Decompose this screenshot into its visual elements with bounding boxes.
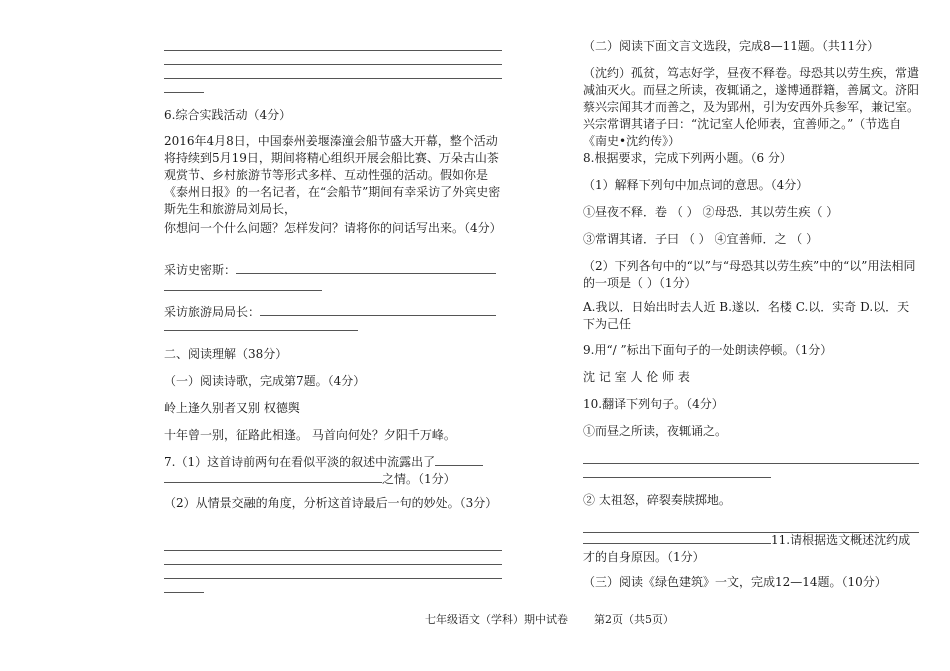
part-2-title: （二）阅读下面文言文选段，完成8—11题。（共11分）	[583, 39, 880, 53]
answer-line[interactable]	[164, 330, 358, 331]
answer-blank[interactable]	[236, 262, 496, 274]
question-10-2: ② 太祖怒，碎裂奏牍掷地。	[583, 493, 731, 507]
section-2-title: 二、阅读理解（38分）	[164, 347, 288, 361]
answer-line[interactable]	[164, 64, 502, 65]
answer-line[interactable]	[164, 50, 502, 51]
question-7-2: （2）从情景交融的角度，分析这首诗最后一句的妙处。（3分）	[164, 496, 498, 510]
question-9: 9.用“/ ”标出下面句子的一处朗读停顿。（1分）	[583, 343, 833, 357]
answer-line[interactable]	[583, 463, 919, 464]
answer-blank[interactable]	[435, 454, 483, 466]
question-11: 11.请根据选文概述沈约成才的自身原因。（1分）	[583, 533, 911, 564]
question-8-2: （2）下列各句中的“以”与“母恐其以劳生疾”中的“以”用法相同的一项是（ ）（1分）	[583, 259, 916, 290]
question-8-1: （1）解释下列句中加点词的意思。（4分）	[583, 178, 809, 192]
poem-lines: 十年曾一别，征路此相逢。 马首向何处？夕阳千万峰。	[164, 428, 456, 442]
answer-line[interactable]	[164, 78, 502, 79]
part-1-title: （一）阅读诗歌，完成第7题。（4分）	[164, 374, 366, 388]
question-6-title: 6.综合实践活动（4分）	[164, 108, 292, 122]
classical-passage: （沈约）孤贫，笃志好学，昼夜不释卷。母恐其以劳生疾，常遣减油灭火。而昼之所读，夜辄诵之，遂博通群籍，善属文。济阳蔡兴宗闻其才而善之，及为郢州，引为安西外兵参军，兼记室。兴宗常谓其诸子曰：“沈记室人伦师表，宜善师之。”（节选自《南史•沈约传》）	[583, 66, 920, 148]
poem-title: 岭上逢久别者又别 权德舆	[164, 401, 300, 415]
question-10: 10.翻译下列句子。（4分）	[583, 397, 724, 411]
answer-line[interactable]	[164, 550, 502, 551]
question-8-1-items-b: ③常谓其诸．子曰 （ ） ④宜善师．之 （ ）	[583, 232, 819, 246]
question-9-sentence: 沈 记 室 人 伦 师 表	[583, 370, 690, 384]
question-8-2-options: A.我以．日始出时去人近 B.遂以．名楼 C.以．实奇 D.以．天下为己任	[583, 300, 910, 331]
question-10-1: ①而昼之所读，夜辄诵之。	[583, 424, 728, 438]
answer-line[interactable]	[164, 290, 322, 291]
question-8-1-items-a: ①昼夜不释．卷 （ ） ②母恐．其以劳生疾（ ）	[583, 205, 839, 219]
interview-smith-label: 采访史密斯：	[164, 262, 502, 279]
question-7-1: 7.（1）这首诗前两句在看似平淡的叙述中流露出了 之情。（1分）	[164, 454, 502, 488]
interview-director-label: 采访旅游局局长：	[164, 304, 502, 321]
answer-line[interactable]	[583, 477, 771, 478]
answer-blank[interactable]	[583, 532, 771, 544]
footer-page-number: 第2页（共5页）	[594, 613, 674, 626]
answer-line[interactable]	[164, 578, 502, 579]
part-3-title: （三）阅读《绿色建筑》一文，完成12—14题。（10分）	[583, 575, 887, 589]
footer-exam-title: 七年级语文（学科）期中试卷	[425, 613, 568, 626]
answer-line[interactable]	[164, 564, 502, 565]
answer-line[interactable]	[164, 92, 204, 93]
question-6-passage: 2016年4月8日，中国泰州姜堰溱潼会船节盛大开幕，整个活动将持续到5月19日，期间将精心组织开展会船比赛、万朵古山茶观赏节、乡村旅游节等形式多样、互动性强的活动。假如你是《泰州日报》的一名记者，在“会船节”期间有幸采访了外宾史密斯先生和旅游局刘局长，	[164, 134, 501, 216]
answer-blank[interactable]	[164, 471, 382, 483]
question-8-title: 8.根据要求，完成下列两小题。（6 分）	[583, 151, 792, 165]
answer-line[interactable]	[164, 592, 204, 593]
answer-blank[interactable]	[260, 304, 496, 316]
question-6-prompt: 你想问一个什么问题？怎样发问？请将你的问话写出来。（4分）	[164, 221, 502, 235]
